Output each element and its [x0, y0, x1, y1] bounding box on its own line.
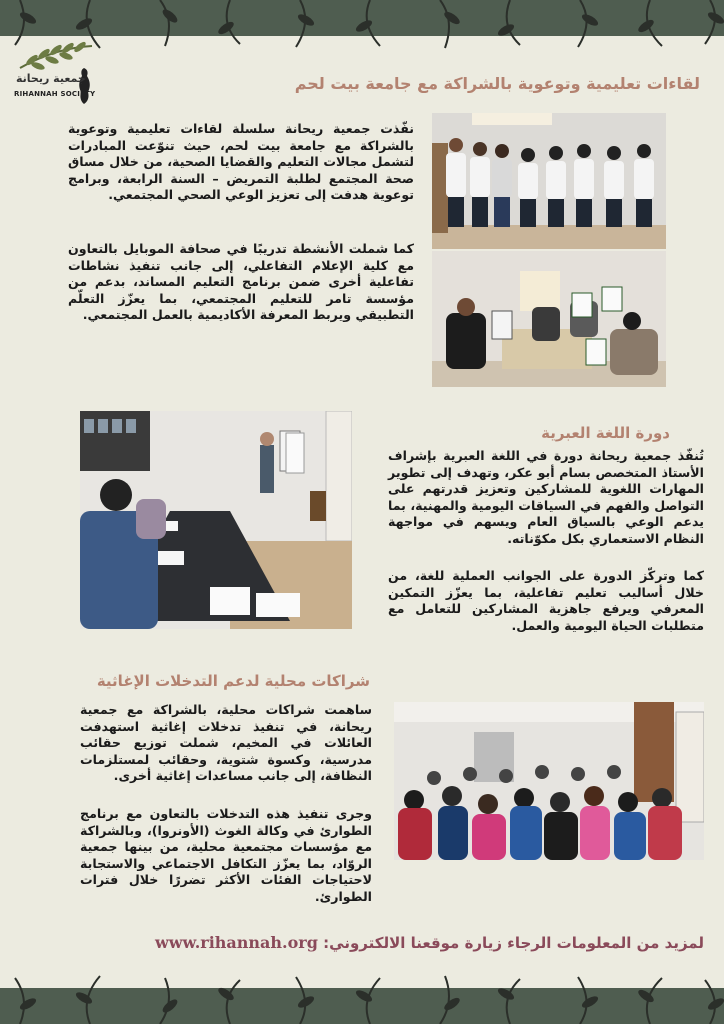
section-3-paragraph-2: وجرى تنفيذ هذه التدخلات بالتعاون مع برنامج الطوارئ في وكالة الغوث (الأونروا)، وبالشراكة مع مؤسسات مجتمعية محلية، من بينها جمعية الروّاد، بما يعزّز التكافل الاجتماعي والاستجابة لاحتياجات الفئات الأكثر تضررًا خلال فترات الطوارئ.	[80, 806, 372, 904]
section-2-paragraph-2: كما وتركّز الدورة على الجوانب العملية للغة، من خلال أساليب تعليم تفاعلية، بما يعزّز التمكين المعرفي ويرفع جاهزية المشاركين للتعامل مع متطلبات الحياة اليومية والعمل.	[388, 568, 704, 633]
photo-nursing-students	[432, 113, 666, 249]
footer-text: لمزيد من المعلومات الرجاء زيارة موقعنا الالكتروني:	[323, 934, 704, 952]
section-1-paragraph-2: كما شملت الأنشطة تدريبًا في صحافة الموبايل بالتعاون مع كلية الإعلام التفاعلي، إلى جانب تنفيذ نشاطات تفاعلية أخرى ضمن برنامج التعليم المساند، بدعم من مؤسسة تامر للتعليم المجتمعي، بما يعزّز التعلّم التطبيقي ويربط المعرفة الأكاديمية بالعمل المجتمعي.	[68, 241, 414, 322]
section-2-paragraph-1: تُنفّذ جمعية ريحانة دورة في اللغة العبرية بإشراف الأستاذ المتخصص بسام أبو عكر، وتهدف إلى تطوير المهارات اللغوية للمشاركين وتعزيز قدرتهم على التواصل والفهم في السياقات اليومية والمهنية، بما يدعم الوعي بالسياق العام ويسهم في مواجهة النظام الاستعماري بكل مكوّناته.	[388, 448, 704, 546]
photo-hebrew-class	[80, 411, 352, 629]
bottom-decorative-band	[0, 974, 724, 1024]
organization-logo	[10, 40, 102, 110]
logo-name-english: RIHANNAH SOCIETY	[14, 90, 96, 98]
photo-workshop-participants	[432, 251, 666, 387]
website-link[interactable]: www.rihannah.org	[154, 933, 318, 952]
top-decorative-band	[0, 0, 724, 50]
website-footer	[120, 933, 704, 952]
section-3-title: شراكات محلية لدعم التدخلات الإغاثية	[96, 672, 370, 690]
photo-children-school-bags	[394, 702, 704, 860]
section-3-paragraph-1: ساهمت شراكات محلية، بالشراكة مع جمعية ريحانة، في تنفيذ تدخلات إغاثية استهدفت العائلات في المخيم، شملت توزيع حقائب مدرسية، وكسوة شتوية، وحقائب لمستلزمات النظافة، إلى جانب مساعدات إغاثية أخرى.	[80, 702, 372, 783]
logo-name-arabic: جمعية ريحانة	[16, 72, 86, 85]
section-2-title: دورة اللغة العبرية	[541, 424, 670, 442]
section-1-paragraph-1: نفّذت جمعية ريحانة سلسلة لقاءات تعليمية وتوعوية بالشراكة مع جامعة بيت لحم، حيث تنوّعت المبادرات لتشمل مجالات التعليم والقضايا الصحية، من خلال مساق صحة المجتمع لطلبة التمريض – السنة الرابعة، وبرامج توعوية هدفت إلى تعزيز الوعي الصحي المجتمعي.	[68, 121, 414, 202]
section-1-title: لقاءات تعليمية وتوعوية بالشراكة مع جامعة بيت لحم	[294, 74, 700, 93]
